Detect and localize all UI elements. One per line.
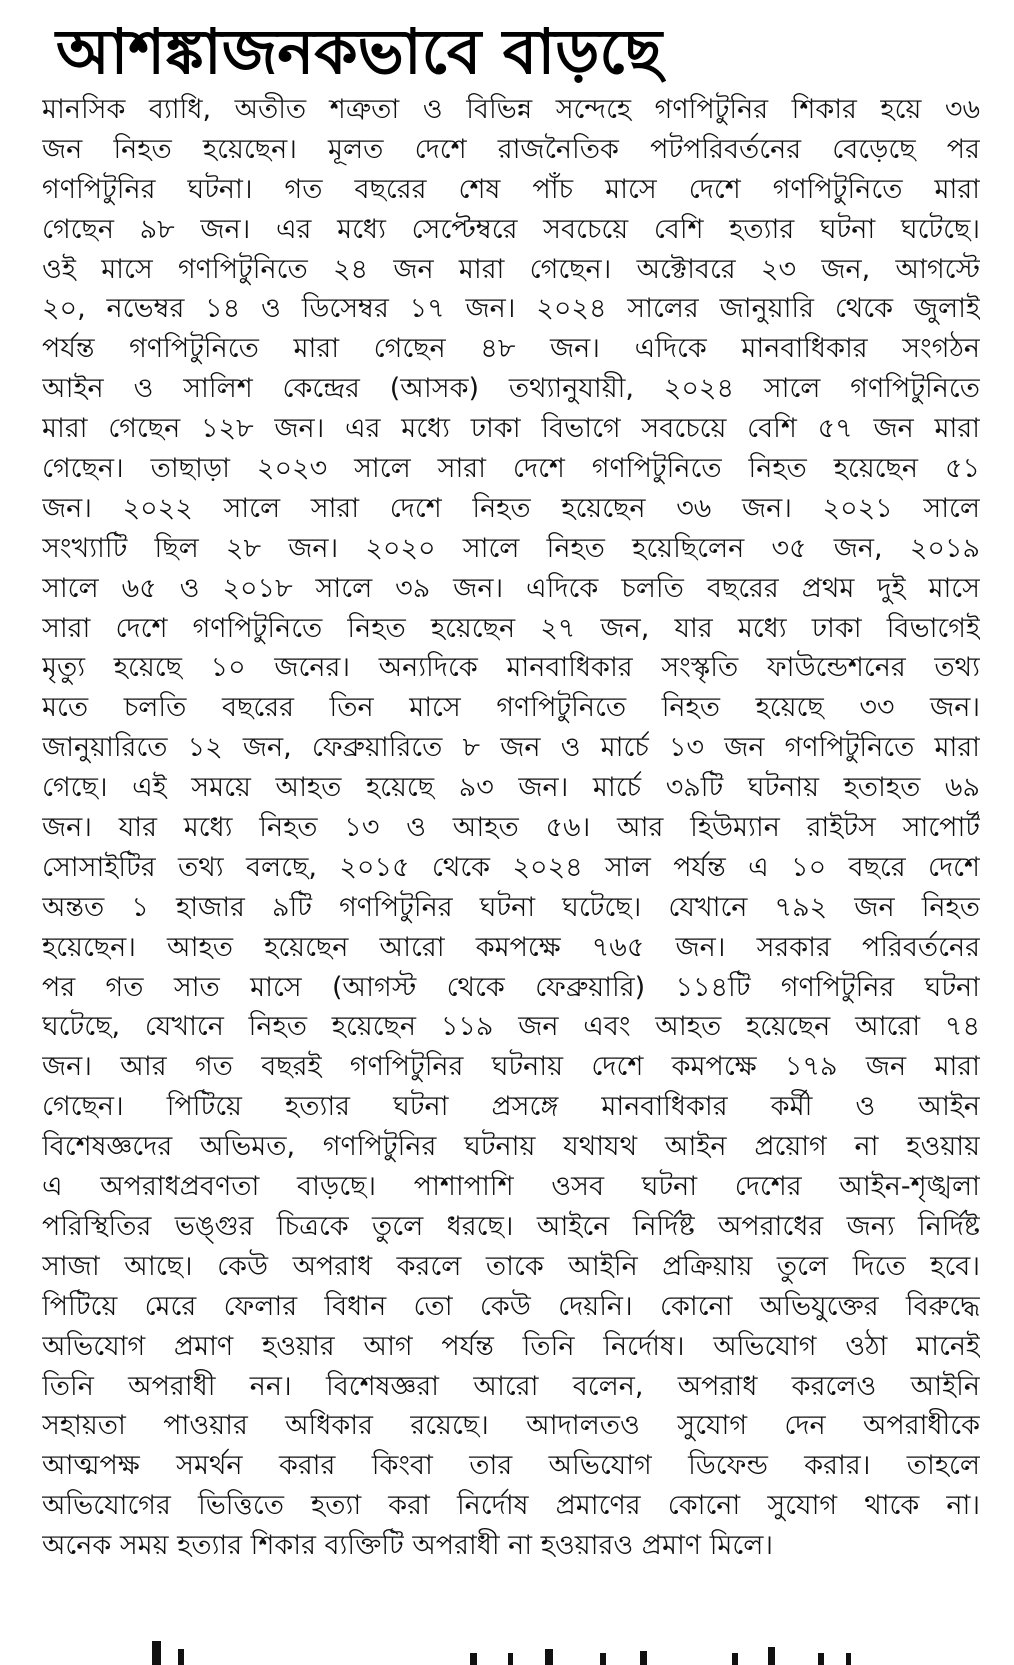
body-line: তিনি অপরাধী নন। বিশেষজ্ঞরা আরো বলেন, অপরাধ করলেও আইনি — [42, 1370, 980, 1402]
body-line: মানসিক ব্যাধি, অতীত শত্রুতা ও বিভিন্ন সন্দেহে গণপিটুনির শিকার হয়ে ৩৬ — [42, 94, 980, 125]
ink-fragment — [178, 1649, 184, 1665]
body-line: জন। আর গত বছরই গণপিটুনির ঘটনায় দেশে কমপক্ষে ১৭৯ জন মারা — [42, 1051, 980, 1083]
body-line: সাজা আছে। কেউ অপরাধ করলে তাকে আইনি প্রক্রিয়ায় তুলে দিতে হবে। — [42, 1250, 980, 1282]
body-line: পর গত সাত মাসে (আগস্ট থেকে ফেব্রুয়ারি) ১১৪টি গণপিটুনির ঘটনা — [42, 971, 980, 1003]
body-line: গেছেন ৯৮ জন। এর মধ্যে সেপ্টেম্বরে সবচেয়ে বেশি হত্যার ঘটনা ঘটেছে। — [42, 213, 980, 245]
body-line: সহায়তা পাওয়ার অধিকার রয়েছে। আদালতও সুযোগ দেন অপরাধীকে — [42, 1410, 980, 1442]
body-line: গেছে। এই সময়ে আহত হয়েছে ৯৩ জন। মার্চে ৩৯টি ঘটনায় হতাহত ৬৯ — [42, 772, 980, 804]
body-line: গেছেন। তাছাড়া ২০২৩ সালে সারা দেশে গণপিটুনিতে নিহত হয়েছেন ৫১ — [42, 453, 980, 485]
body-line: গণপিটুনির ঘটনা। গত বছরের শেষ পাঁচ মাসে দেশে গণপিটুনিতে মারা — [42, 173, 980, 205]
ink-fragment — [545, 1649, 553, 1665]
body-line: অন্তত ১ হাজার ৯টি গণপিটুনির ঘটনা ঘটেছে। যেখানে ৭৯২ জন নিহত — [42, 891, 980, 923]
body-line: সোসাইটির তথ্য বলছে, ২০১৫ থেকে ২০২৪ সাল পর্যন্ত এ ১০ বছরে দেশে — [42, 851, 980, 883]
body-line: ওই মাসে গণপিটুনিতে ২৪ জন মারা গেছেন। অক্টোবরে ২৩ জন, আগস্টে — [42, 253, 980, 285]
ink-fragment — [640, 1651, 647, 1665]
body-line: আত্মপক্ষ সমর্থন করার কিংবা তার অভিযোগ ডিফেন্ড করার। তাহলে — [42, 1450, 980, 1482]
ink-fragment — [152, 1641, 161, 1665]
body-line: জানুয়ারিতে ১২ জন, ফেব্রুয়ারিতে ৮ জন ও মার্চে ১৩ জন গণপিটুনিতে মারা — [42, 732, 980, 764]
body-line: এ অপরাধপ্রবণতা বাড়ছে। পাশাপাশি ওসব ঘটনা দেশের আইন-শৃঙ্খলা — [42, 1171, 980, 1203]
body-line: হয়েছেন। আহত হয়েছেন আরো কমপক্ষে ৭৬৫ জন। সরকার পরিবর্তনের — [42, 931, 980, 963]
ink-fragment — [508, 1653, 513, 1665]
article-headline: আশঙ্কাজনকভাবে বাড়ছে — [56, 15, 663, 88]
body-line: মতে চলতি বছরের তিন মাসে গণপিটুনিতে নিহত হয়েছে ৩৩ জন। — [42, 692, 980, 724]
ink-fragment — [732, 1653, 738, 1665]
body-line: মৃত্যু হয়েছে ১০ জনের। অন্যদিকে মানবাধিকার সংস্কৃতি ফাউন্ডেশনের তথ্য — [42, 652, 980, 684]
ink-fragment — [600, 1653, 606, 1665]
ink-fragment — [768, 1647, 775, 1665]
body-line: আইন ও সালিশ কেন্দ্রের (আসক) তথ্যানুযায়ী, ২০২৪ সালে গণপিটুনিতে — [42, 373, 980, 405]
body-line: পিটিয়ে মেরে ফেলার বিধান তো কেউ দেয়নি। কোনো অভিযুক্তের বিরুদ্ধে — [42, 1290, 980, 1322]
body-line: বিশেষজ্ঞদের অভিমত, গণপিটুনির ঘটনায় যথাযথ আইন প্রয়োগ না হওয়ায় — [42, 1131, 980, 1163]
body-line: ২০, নভেম্বর ১৪ ও ডিসেম্বর ১৭ জন। ২০২৪ সালের জানুয়ারি থেকে জুলাই — [42, 293, 980, 325]
ink-fragment — [818, 1653, 824, 1665]
body-line: গেছেন। পিটিয়ে হত্যার ঘটনা প্রসঙ্গে মানবাধিকার কর্মী ও আইন — [42, 1091, 980, 1123]
article-body — [42, 90, 980, 1566]
body-line: পরিস্থিতির ভঙ্গুর চিত্রকে তুলে ধরছে। আইনে নির্দিষ্ট অপরাধের জন্য নির্দিষ্ট — [42, 1210, 980, 1242]
ink-fragment — [470, 1653, 477, 1665]
body-line: মারা গেছেন ১২৮ জন। এর মধ্যে ঢাকা বিভাগে সবচেয়ে বেশি ৫৭ জন মারা — [42, 413, 980, 445]
body-line: ঘটেছে, যেখানে নিহত হয়েছেন ১১৯ জন এবং আহত হয়েছেন আরো ৭৪ — [42, 1011, 980, 1043]
body-line: সালে ৬৫ ও ২০১৮ সালে ৩৯ জন। এদিকে চলতি বছরের প্রথম দুই মাসে — [42, 572, 980, 604]
body-line: জন নিহত হয়েছেন। মূলত দেশে রাজনৈতিক পটপরিবর্তনের বেড়েছে পর — [42, 133, 980, 165]
body-line: অভিযোগ প্রমাণ হওয়ার আগ পর্যন্ত তিনি নির্দোষ। অভিযোগ ওঠা মানেই — [42, 1330, 980, 1362]
body-line: সংখ্যাটি ছিল ২৮ জন। ২০২০ সালে নিহত হয়েছিলেন ৩৫ জন, ২০১৯ — [42, 532, 980, 564]
body-line: পর্যন্ত গণপিটুনিতে মারা গেছেন ৪৮ জন। এদিকে মানবাধিকার সংগঠন — [42, 333, 980, 365]
clipped-next-line — [0, 1635, 1014, 1665]
body-line: অভিযোগের ভিত্তিতে হত্যা করা নির্দোষ প্রমাণের কোনো সুযোগ থাকে না। — [42, 1490, 980, 1522]
body-line: জন। ২০২২ সালে সারা দেশে নিহত হয়েছেন ৩৬ জন। ২০২১ সালে — [42, 492, 980, 524]
body-line: সারা দেশে গণপিটুনিতে নিহত হয়েছেন ২৭ জন, যার মধ্যে ঢাকা বিভাগেই — [42, 612, 980, 644]
ink-fragment — [846, 1653, 851, 1665]
body-line: অনেক সময় হত্যার শিকার ব্যক্তিটি অপরাধী না হওয়ারও প্রমাণ মিলে। — [42, 1530, 774, 1562]
body-line: জন। যার মধ্যে নিহত ১৩ ও আহত ৫৬। আর হিউম্যান রাইটস সাপোর্ট — [42, 812, 980, 844]
